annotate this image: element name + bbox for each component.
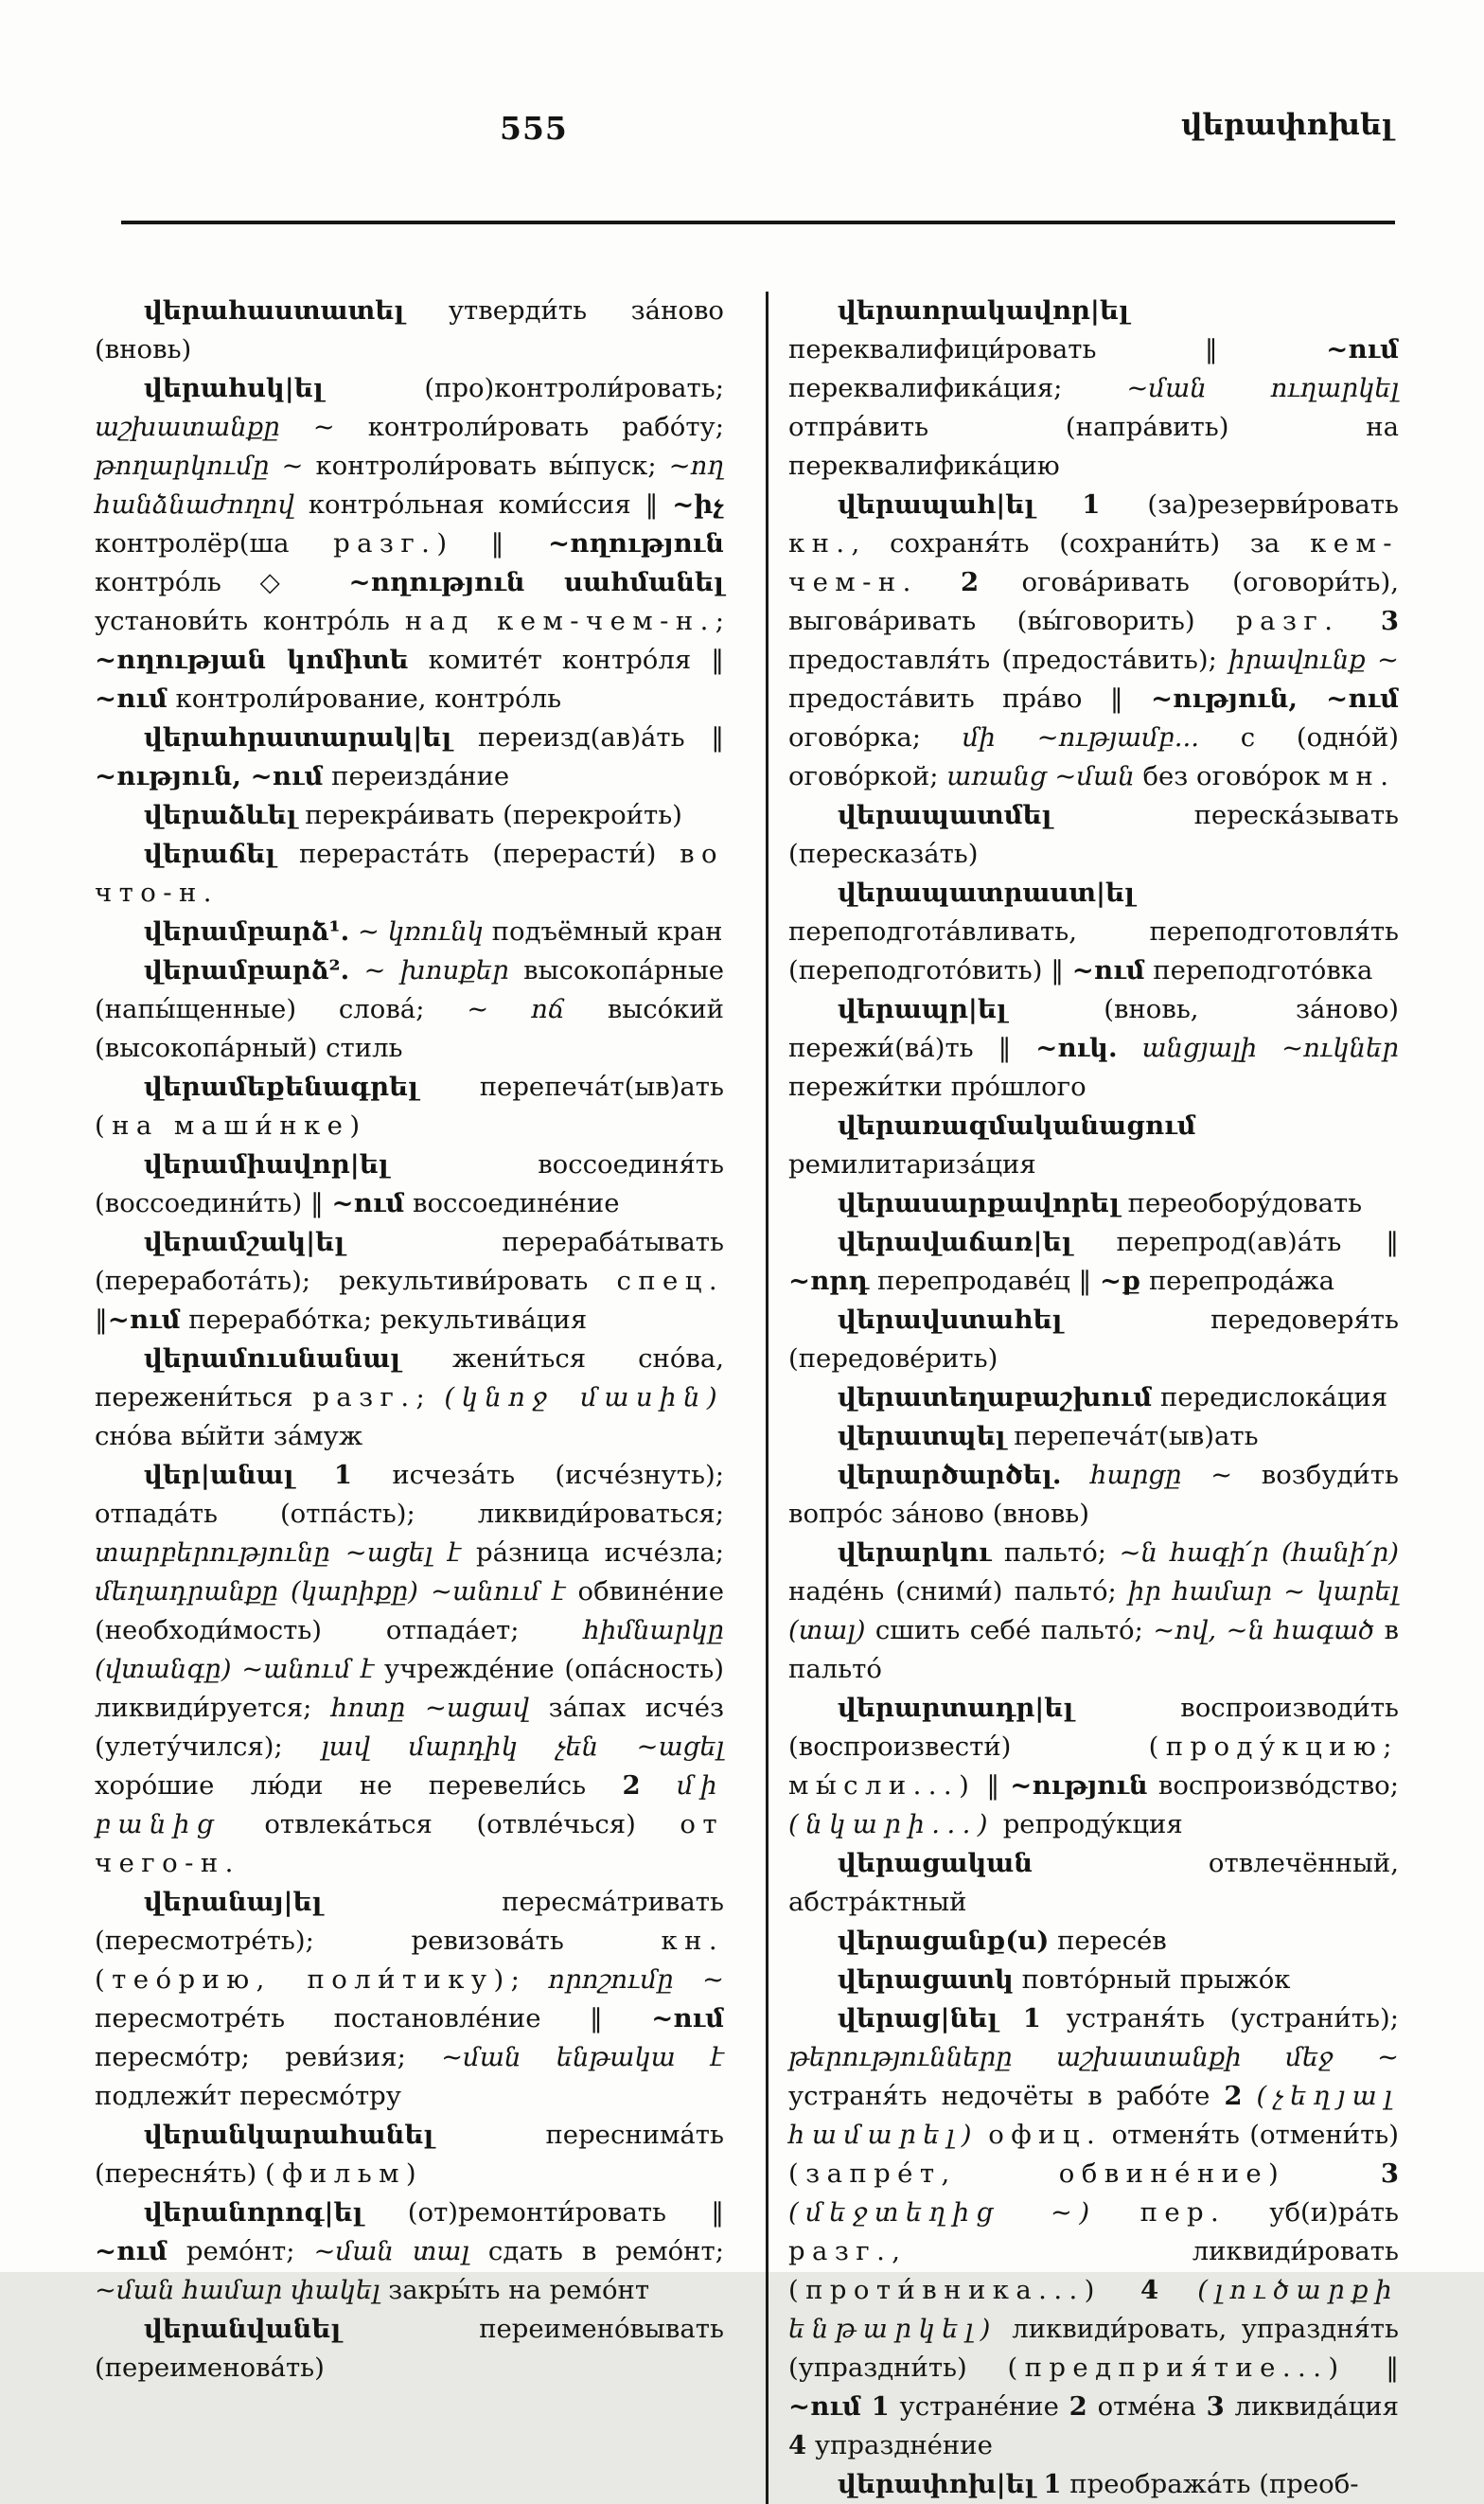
text-run: (тео́рию, поли́тику)	[95, 1964, 511, 1995]
text-run: разг.	[333, 528, 437, 559]
headword: վերամեքենագրել	[144, 1072, 419, 1102]
dictionary-entry	[788, 1534, 1399, 1689]
text-run: տարբերությունը ~ացել է	[95, 1537, 462, 1568]
text-run: разг.	[312, 1382, 416, 1412]
dictionary-entry	[788, 990, 1399, 1107]
headword: վերանկարահանել	[144, 2120, 434, 2150]
text-run	[349, 916, 358, 947]
headword: վերանվանել	[144, 2314, 342, 2344]
headword: վերապր|ել	[838, 994, 1007, 1024]
text-run: ) ‖	[436, 528, 548, 559]
text-run: над кем-чем-н.	[404, 606, 716, 636]
text-run: ‖	[1345, 2353, 1399, 2383]
text-run: огова́ривать (оговори́ть), выгова́ривать (вы́говорить)	[788, 567, 1399, 636]
headword: վերանորոգ|ել	[144, 2197, 363, 2228]
text-run: установи́ть контро́ль	[95, 606, 405, 636]
text-run: իրավունք ~	[1228, 645, 1400, 675]
text-run: огово́рка;	[788, 722, 963, 753]
text-run: մի ~ությամբ...	[962, 722, 1200, 753]
dictionary-entry	[95, 1883, 724, 2116]
dictionary-entry	[788, 1378, 1399, 1417]
columns-container	[95, 292, 1399, 2504]
text-run: ~ով, ~ն հագած	[1153, 1615, 1375, 1645]
text-run: թերությունները աշխատանքի մեջ ~	[788, 2042, 1399, 2072]
text-run: (запре́т, обвине́ние)	[788, 2158, 1286, 2189]
text-run: отвлека́ться (отвле́чься)	[220, 1809, 680, 1839]
headword: վերահաստատել	[144, 295, 405, 326]
text-run: исчеза́ть (исче́знуть); отпада́ть (отпа́сть); ликвиди́роваться;	[95, 1460, 724, 1529]
text-run: անցյալի ~ուկներ	[1141, 1033, 1399, 1063]
headword: վերաճել	[144, 839, 276, 869]
text-run: разг.,	[788, 2236, 908, 2266]
text-run: подлежи́т пересмо́тру	[95, 2081, 401, 2111]
text-run: ~ք	[1100, 1266, 1141, 1296]
text-run: отвлечённый, абстра́ктный	[788, 1848, 1399, 1917]
text-run: переснима́ть (пересня́ть)	[95, 2120, 724, 2189]
dictionary-entry	[95, 369, 724, 719]
text-run: предоставля́ть (предоста́вить);	[788, 645, 1229, 675]
dictionary-entry	[95, 913, 724, 951]
text-run: (проти́вника...)	[788, 2275, 1102, 2305]
text-run: 1	[871, 2391, 890, 2422]
dictionary-entry	[788, 1301, 1399, 1378]
text-run: (նկարի...)	[788, 1809, 995, 1839]
text-run: 3	[1380, 2158, 1399, 2189]
headword: վերանայ|ել	[144, 1887, 323, 1917]
headword: վերարծարծել.	[838, 1460, 1062, 1490]
text-run: ~ում	[788, 2391, 861, 2422]
dictionary-entry	[95, 835, 724, 913]
headword: վերամիավոր|ել	[144, 1149, 389, 1180]
text-run: ~ ոճ	[467, 994, 565, 1024]
text-run: առանց ~ման	[946, 761, 1135, 791]
text-run: (մեջտեղից ~)	[788, 2197, 1097, 2228]
text-run: ~ում	[1071, 955, 1145, 986]
dictionary-entry	[788, 1417, 1399, 1456]
text-run: пер.	[1140, 2197, 1227, 2228]
text-run: աշխատանքը ~	[95, 412, 335, 442]
text-run: ~ություն	[1010, 1770, 1148, 1801]
text-run: пальто́;	[991, 1537, 1120, 1568]
headword: վերատպել	[838, 1421, 1006, 1451]
headword: վերապահ|ել	[838, 489, 1035, 520]
text-run: перепрода́жа	[1140, 1266, 1334, 1296]
text-run: во что-н.	[95, 839, 724, 908]
text-run: ~ման տալ	[313, 2236, 469, 2266]
text-run: ремилитариза́ция	[788, 1149, 1036, 1180]
dictionary-entry	[788, 1689, 1399, 1844]
headword: վերացական	[838, 1848, 1034, 1878]
text-run: пересмо́тр; реви́зия;	[95, 2042, 442, 2072]
text-run: ~որդ	[788, 1266, 870, 1296]
dictionary-entry	[788, 1961, 1399, 1999]
text-run: контроли́ровать рабо́ту;	[334, 412, 724, 442]
dictionary-entry	[95, 2310, 724, 2388]
text-run: переквалифика́ция;	[788, 373, 1127, 403]
text-run: переквалифици́ровать ‖	[788, 334, 1327, 364]
text-run: իր համար ~ կարել (տալ)	[788, 1576, 1399, 1645]
text-run	[1243, 2081, 1257, 2111]
text-run: обвине́ние (необходи́мость) отпада́ет;	[95, 1576, 724, 1645]
text-run	[1339, 606, 1380, 636]
text-run: повто́рный прыжо́к	[1013, 1964, 1291, 1995]
running-head: վերափոխել	[1181, 108, 1393, 142]
headword: վերավաճառ|ել	[838, 1227, 1072, 1257]
text-run: ‖	[976, 1770, 1011, 1801]
text-run: 4	[1140, 2275, 1159, 2305]
dictionary-entry	[95, 1456, 724, 1883]
text-run: хоро́шие лю́ди не перевели́сь	[95, 1770, 623, 1801]
text-run: 2	[961, 567, 980, 597]
headword: վերամբարձ².	[144, 955, 350, 986]
text-run: ~ում	[331, 1188, 405, 1218]
text-run: воссоединя́ть (воссоедини́ть) ‖	[95, 1149, 724, 1218]
text-run: ликвида́ция	[1224, 2391, 1399, 2422]
dictionary-entry	[788, 1922, 1399, 1961]
text-run: жени́ться сно́ва, пережени́ться	[95, 1343, 724, 1412]
text-run: ~ողության կոմիտե	[95, 645, 409, 675]
text-run: 2	[1224, 2081, 1243, 2111]
text-run: հիմնարկը (վտանգը) ~անում է	[95, 1615, 724, 1684]
text-run	[1102, 2275, 1140, 2305]
dictionary-entry	[95, 951, 724, 1068]
text-run: հարցը ~	[1090, 1460, 1233, 1490]
text-run	[1158, 2275, 1197, 2305]
text-run: воспроизво́дство;	[1147, 1770, 1399, 1801]
text-run: устраня́ть (устрани́ть);	[1040, 2003, 1399, 2033]
text-run: перепродаве́ц ‖	[869, 1266, 1100, 1296]
column-divider	[766, 292, 768, 2504]
text-run: упраздне́ние	[806, 2430, 993, 2460]
headword: վերասարքավորել	[838, 1188, 1120, 1218]
headword: վերացատկ	[838, 1964, 1014, 1995]
text-run: наде́нь (сними́) пальто́;	[788, 1576, 1128, 1607]
text-run	[861, 2391, 872, 2422]
text-run	[294, 1460, 334, 1490]
dictionary-entry	[95, 1223, 724, 1340]
text-run: уб(и)ра́ть	[1226, 2197, 1399, 2228]
dictionary-entry	[95, 1145, 724, 1223]
text-run: сно́ва вы́йти за́муж	[95, 1421, 363, 1451]
text-run: отпра́вить (напра́вить) на переквалифика́цию	[788, 412, 1399, 481]
text-run: сшить себе́ пальто́;	[865, 1615, 1154, 1645]
text-run: подъёмный кран	[483, 916, 723, 947]
text-run: ~ խոսքեր	[363, 955, 509, 986]
text-run: преобража́ть (преоб-	[1061, 2469, 1359, 2499]
text-run: ~ություն, ~ում	[95, 761, 324, 791]
text-run: (լուծարքի ենթարկել)	[788, 2275, 1399, 2344]
text-run: ~ման ենթակա է	[441, 2042, 724, 2072]
page-header	[95, 104, 1393, 161]
text-run: пережи́тки про́шлого	[788, 1072, 1086, 1102]
text-run: отменя́ть (отмени́ть)	[1102, 2120, 1399, 2150]
text-run: перерабо́тка; рекультива́ция	[180, 1305, 588, 1335]
text-run: переска́зывать (пересказа́ть)	[788, 800, 1399, 869]
text-run: воссоедине́ние	[404, 1188, 620, 1218]
headword: վերառազմականացում	[838, 1110, 1196, 1141]
text-run: утверди́ть за́ново (вновь)	[95, 295, 724, 364]
text-run	[1034, 489, 1082, 520]
text-run: ;	[715, 606, 725, 636]
text-run: ~ուկ.	[1035, 1033, 1118, 1063]
text-run: контро́ль ◇	[95, 567, 349, 597]
text-run: հոտը ~ացավ	[330, 1693, 530, 1723]
dictionary-entry	[95, 796, 724, 835]
headword: վերահրատարակ|ել	[144, 722, 452, 753]
dictionary-entry	[788, 1223, 1399, 1301]
text-run: контроли́рование, контро́ль	[167, 684, 562, 714]
dictionary-entry	[95, 719, 724, 796]
text-run: устраня́ть недочёты в рабо́те	[788, 2081, 1225, 2111]
text-run: ликвиди́ровать	[907, 2236, 1399, 2266]
text-run	[1061, 1460, 1090, 1490]
text-run: 1	[1043, 2469, 1062, 2499]
text-run	[979, 2120, 988, 2150]
text-run: разг.	[1236, 606, 1340, 636]
text-run: закры́ть на ремо́нт	[380, 2275, 650, 2305]
text-run: переобору́довать	[1119, 1188, 1363, 1218]
text-run: ~ում	[651, 2003, 724, 2033]
text-run: кем-чем-н.	[788, 528, 1399, 597]
text-run: (за)резерви́ровать	[1100, 489, 1399, 520]
text-run: устране́ние	[889, 2391, 1069, 2422]
text-run: ~ման համար փակել	[95, 2275, 380, 2305]
text-run: ~ում	[95, 684, 168, 714]
text-run: որոշումը ~	[548, 1964, 725, 1995]
dictionary-entry	[95, 1340, 724, 1456]
dictionary-entry	[95, 2193, 724, 2310]
text-run: учрежде́ние (опа́сность) ликвиди́руется;	[95, 1654, 724, 1723]
headword: վերաձևել	[144, 800, 297, 830]
dictionary-entry	[788, 1844, 1399, 1922]
text-run: 3	[1206, 2391, 1225, 2422]
text-run: передислока́ция	[1152, 1382, 1388, 1412]
headword: վերամբարձ¹.	[144, 916, 350, 947]
text-run: спец.	[616, 1266, 724, 1296]
text-run	[1097, 2197, 1140, 2228]
text-run: мн.	[1328, 761, 1396, 791]
dictionary-entry	[788, 1999, 1399, 2465]
text-run: комите́т контро́ля ‖	[408, 645, 724, 675]
text-run: от чего-н.	[95, 1809, 724, 1878]
text-run: 2	[622, 1770, 641, 1801]
text-run: (про)контроли́ровать;	[323, 373, 724, 403]
text-run: 1	[1082, 489, 1101, 520]
text-run: в пальто́	[788, 1615, 1400, 1684]
text-run: предоста́вить пра́во ‖	[788, 684, 1151, 714]
text-run: высокопа́рные (напы́щенные) слова́;	[95, 955, 724, 1024]
headword: վերափոխ|ել	[838, 2469, 1035, 2499]
text-run: լավ մարդիկ չեն ~ացել	[321, 1731, 724, 1762]
text-run: ~ում	[107, 1305, 181, 1335]
text-run: с (одно́й) огово́ркой;	[788, 722, 1399, 791]
text-run: перераба́тывать (переработа́ть); рекультиви́ровать	[95, 1227, 724, 1296]
headword: վեր|անալ	[144, 1460, 294, 1490]
text-run: ~իչ	[672, 489, 724, 520]
headword: վերամշակ|ել	[144, 1227, 345, 1257]
text-run: за́пах исче́з (улету́чился);	[95, 1693, 724, 1762]
text-run: ‖	[95, 1305, 108, 1335]
text-run	[1285, 2158, 1381, 2189]
dictionary-entry	[788, 1456, 1399, 1534]
headword: վերատեղաբաշխում	[838, 1382, 1153, 1412]
text-run: ремо́нт;	[167, 2236, 314, 2266]
text-run: пересмотре́ть постановле́ние ‖	[95, 2003, 652, 2033]
text-run: (կնոջ մասին)	[444, 1382, 725, 1412]
text-run: ~ություն, ~ում	[1150, 684, 1399, 714]
text-run: кн.	[661, 1926, 724, 1956]
text-run: контролёр(ша	[95, 528, 334, 559]
headword: վերապատմել	[838, 800, 1052, 830]
text-run: (проду́кцию; мы́сли...)	[788, 1731, 1399, 1801]
text-run: возбуди́ть вопро́с за́ново (вновь)	[788, 1460, 1399, 1529]
text-run: перепеча́т(ыв)ать	[1005, 1421, 1259, 1451]
text-run	[998, 2003, 1023, 2033]
headword: վերապատրաստ|ել	[838, 878, 1135, 908]
text-run: մի բանից	[95, 1770, 725, 1839]
text-run: (предприя́тие...)	[1007, 2353, 1346, 2383]
text-run	[918, 567, 961, 597]
headword: վերարկու	[838, 1537, 992, 1568]
text-run: офиц.	[988, 2120, 1103, 2150]
text-run: ~ողություն	[547, 528, 724, 559]
text-run: 2	[1069, 2391, 1087, 2422]
dictionary-entry	[95, 292, 724, 369]
text-run: 4	[788, 2430, 807, 2460]
dictionary-entry	[788, 874, 1399, 990]
text-run: переизда́ние	[323, 761, 510, 791]
dictionary-entry	[788, 796, 1399, 874]
dictionary-entry	[788, 1184, 1399, 1223]
headword: վերահսկ|ել	[144, 373, 324, 403]
text-run: ~ում	[95, 2236, 168, 2266]
header-rule	[121, 221, 1395, 224]
text-run: ликвиди́ровать, упраздня́ть (упраздни́ть)	[788, 2314, 1399, 2383]
text-run: пересма́тривать (пересмотре́ть); ревизова́ть	[95, 1887, 724, 1956]
dictionary-entry	[788, 2465, 1399, 2504]
right-column	[788, 292, 1399, 2504]
text-run: (вновь, за́ново) пережи́(ва́)ть ‖	[788, 994, 1399, 1063]
page-number: 555	[500, 110, 568, 147]
headword: վերամուսնանալ	[144, 1343, 401, 1374]
text-run: ~ում	[1326, 334, 1399, 364]
text-run: перепрод(ав)а́ть ‖	[1071, 1227, 1399, 1257]
headword: վերարտադր|ել	[838, 1693, 1074, 1723]
text-run: 3	[1380, 606, 1400, 636]
headword: վերավստահել	[838, 1305, 1063, 1335]
text-run: воспроизводи́ть (воспроизвести́)	[788, 1693, 1399, 1762]
text-run: ра́зница исче́зла;	[461, 1537, 724, 1568]
text-run: (фильм)	[264, 2158, 424, 2189]
headword: վերացանք(ս)	[838, 1926, 1050, 1956]
text-run: контро́льная коми́ссия ‖	[293, 489, 673, 520]
text-run: высо́кий (высокопа́рный) стиль	[95, 994, 724, 1063]
text-run	[349, 955, 363, 986]
text-run: (от)ремонти́ровать ‖	[362, 2197, 724, 2228]
text-run: 1	[1022, 2003, 1041, 2033]
text-run: , сохраня́ть (сохрани́ть) за	[851, 528, 1311, 559]
text-run: передоверя́ть (передове́рить)	[788, 1305, 1399, 1374]
left-column	[95, 292, 724, 2504]
text-run: մեղադրանքը (կարիքը) ~անում է	[95, 1576, 566, 1607]
text-run: без огово́рок	[1134, 761, 1329, 791]
text-run: переизд(ав)а́ть ‖	[451, 722, 724, 753]
text-run: перераста́ть (перерасти́)	[275, 839, 680, 869]
text-run: ~ողություն սահմանել	[348, 567, 724, 597]
text-run: 1	[333, 1460, 353, 1490]
text-run: (չեղյալ համարել)	[788, 2081, 1399, 2150]
dictionary-entry	[95, 1068, 724, 1145]
text-run: թողարկումը ~	[95, 451, 304, 481]
text-run: перепеча́т(ыв)ать	[418, 1072, 724, 1102]
text-run: репроду́кция	[994, 1809, 1183, 1839]
headword: վերաց|նել	[838, 2003, 998, 2033]
text-run	[1118, 1033, 1142, 1063]
text-run: ~ն հագի՛ր (հանի՛ր)	[1119, 1537, 1399, 1568]
text-run: переимено́вывать (переименова́ть)	[95, 2314, 724, 2383]
text-run: пересе́в	[1049, 1926, 1167, 1956]
text-run: (на маши́нке)	[95, 1110, 367, 1141]
dictionary-entry	[788, 486, 1399, 796]
text-run: переподгота́вливать, переподготовля́ть (переподгото́вить) ‖	[788, 916, 1399, 986]
dictionary-entry	[95, 2116, 724, 2193]
text-run: контроли́ровать вы́пуск;	[303, 451, 669, 481]
dictionary-entry	[788, 292, 1399, 486]
text-run	[641, 1770, 677, 1801]
text-run: ~ող հանձնաժողով	[95, 451, 724, 520]
text-run: кн.	[788, 528, 852, 559]
dictionary-entry	[788, 1107, 1399, 1184]
text-run: сдать в ремо́нт;	[468, 2236, 724, 2266]
text-run: ~ կռունկ	[357, 916, 484, 947]
text-run: отме́на	[1086, 2391, 1207, 2422]
text-run: ;	[415, 1382, 445, 1412]
text-run: перекра́ивать (перекрои́ть)	[296, 800, 682, 830]
text-run: ;	[510, 1964, 549, 1995]
headword: վերաորակավոր|ել	[838, 295, 1129, 326]
text-run: ~ման ուղարկել	[1126, 373, 1399, 403]
text-run: переподгото́вка	[1144, 955, 1373, 986]
